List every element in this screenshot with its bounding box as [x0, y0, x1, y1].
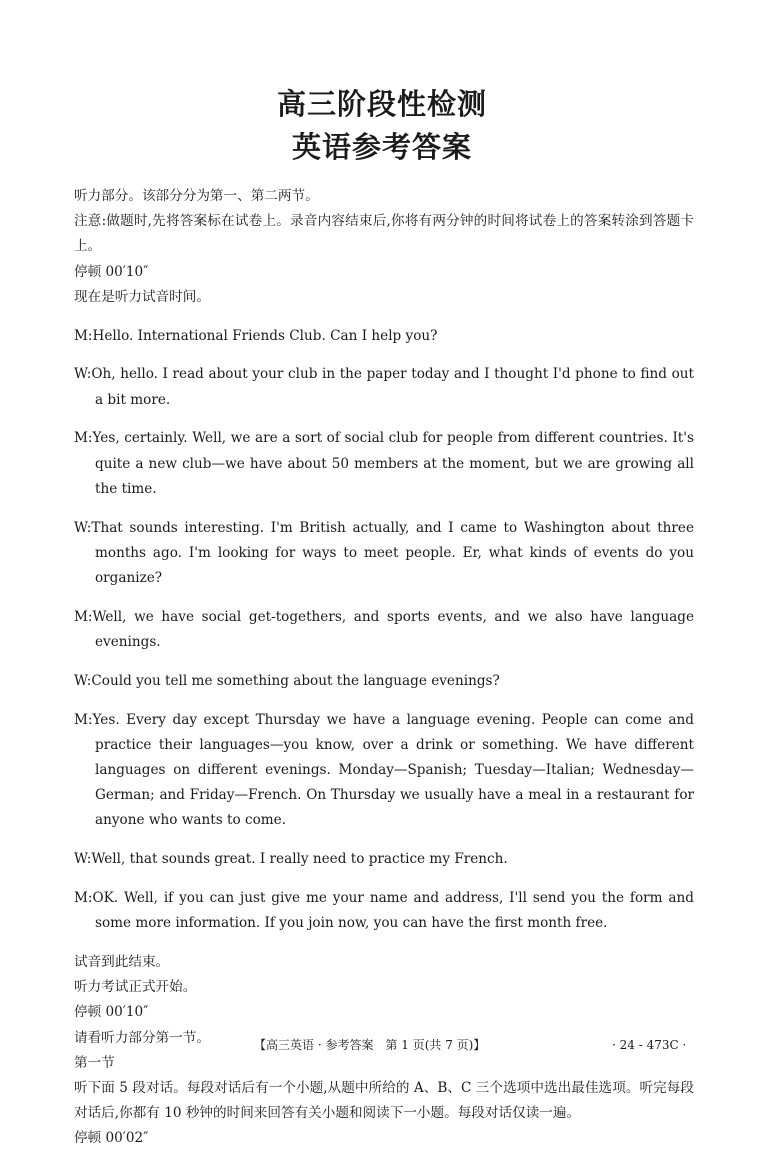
dialogue-text: Oh, hello. I read about your club in the paper today and I thought I'd phone to find out a bit more.	[91, 366, 694, 408]
dialogue-text: Yes. Every day except Thursday we have a language evening. People can come and practice their languages—you know, over a drink or something. We have different languages on different evenings. Monday—Spanish; Tuesday—Italian; Wednesday—German; and Friday—French. On Thursday we usually have a meal in a restaurant for anyone who wants to come.	[92, 711, 694, 829]
speaker-label: W:	[74, 519, 92, 536]
speaker-label: M:	[74, 430, 93, 447]
speaker-label: W:	[74, 672, 92, 689]
dialogue-line	[74, 362, 694, 412]
speaker-label: W:	[74, 851, 92, 868]
dialogue-line	[74, 426, 694, 502]
dialogue-text: Well, we have social get-togethers, and sports events, and we also have language evenings.	[92, 608, 694, 651]
dialogue-text: Yes, certainly. Well, we are a sort of social club for people from different countries. It's quite a new club—we have about 50 members at the moment, but we are growing all the time.	[92, 430, 694, 497]
speaker-label: M:	[74, 711, 93, 728]
speaker-label: M:	[74, 327, 93, 344]
dialogue-text: That sounds interesting. I'm British actually, and I came to Washington about three months ago. I'm looking for ways to meet people. Er, what kinds of events do you organize?	[91, 519, 694, 587]
intro-line: 现在是听力试音时间。	[74, 288, 210, 305]
section-heading: 第一节	[74, 1054, 115, 1071]
dialogue-line	[74, 886, 694, 936]
footer-code: · 24 - 473C ·	[612, 1038, 687, 1052]
dialogue-line	[74, 708, 694, 834]
document-subtitle: 英语参考答案	[291, 130, 472, 164]
dialogue-text: Could you tell me something about the language evenings?	[91, 672, 500, 689]
dialogue-text: Hello. International Friends Club. Can I help you?	[92, 327, 438, 344]
pause-line: 停顿 00′10″	[74, 1004, 149, 1021]
intro-line: 注意:做题时,先将答案标在试卷上。录音内容结束后,你将有两分钟的时间将试卷上的答案转涂到答题卡上。	[74, 213, 694, 255]
instruction-text: 听下面 5 段对话。每段对话后有一个小题,从题中所给的 A、B、C 三个选项中选出最佳选项。听完每段对话后,你都有 10 秒钟的时间来回答有关小题和阅读下一小题。每段对话仅读一遍。	[74, 1080, 694, 1122]
speaker-label: W:	[74, 366, 92, 383]
speaker-label: M:	[74, 890, 93, 907]
pause-line: 停顿 00′02″	[74, 1130, 149, 1147]
outro-line: 请看听力部分第一节。	[74, 1029, 210, 1046]
pause-line: 停顿 00′10″	[74, 263, 149, 280]
outro-line: 试音到此结束。	[74, 954, 170, 971]
dialogue-line	[74, 847, 694, 872]
dialogue-line	[74, 605, 694, 655]
dialogue-text: OK. Well, if you can just give me your name and address, I'll send you the form and some more information. If you join now, you can have the first month free.	[92, 890, 694, 932]
speaker-label: M:	[74, 608, 93, 625]
dialogue-line	[74, 324, 694, 349]
document-title: 高三阶段性检测	[276, 87, 487, 121]
intro-line: 听力部分。该部分分为第一、第二两节。	[74, 188, 319, 204]
document-body	[74, 184, 694, 1152]
footer-page-info: 【高三英语 · 参考答案 第 1 页(共 7 页)】	[254, 1038, 486, 1052]
dialogue-line	[74, 669, 694, 694]
dialogue-line	[74, 516, 694, 592]
dialogue-text: Well, that sounds great. I really need to practice my French.	[91, 851, 508, 868]
outro-line: 听力考试正式开始。	[74, 979, 197, 996]
